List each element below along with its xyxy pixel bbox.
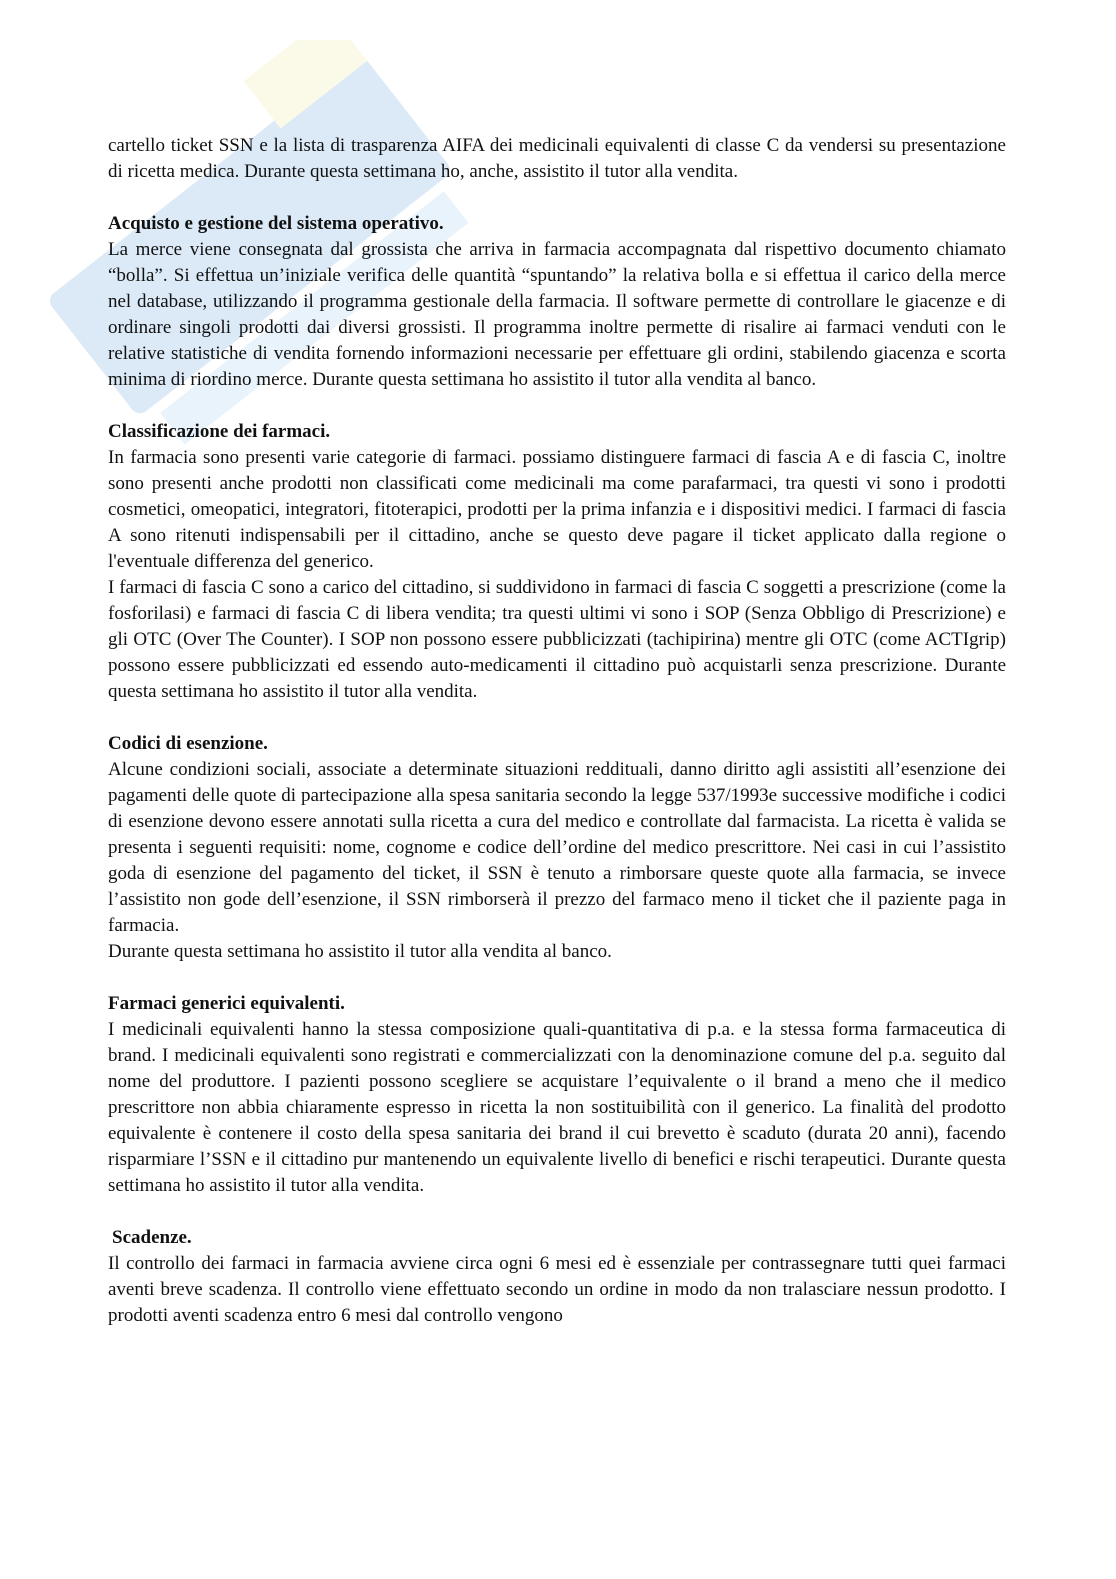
section-classificazione bbox=[108, 419, 1006, 705]
section-heading: Classificazione dei farmaci. bbox=[108, 421, 331, 442]
section-acquisto bbox=[108, 211, 1006, 393]
section-farmaci-generici bbox=[108, 991, 1006, 1199]
section-paragraph: I farmaci di fascia C sono a carico del cittadino, si suddividono in farmaci di fascia C soggetti a prescrizione (come la fosforilasi) e farmaci di fascia C di libera vendita; tra questi ultimi vi sono i SOP (Senza Obbligo di Prescrizione) e gli OTC (Over The Counter). I SOP non possono essere pubblicizzati (tachipirina) mentre gli OTC (come ACTIgrip) possono essere pubblicizzati ed essendo auto-medicamenti il cittadino può acquistarli senza prescrizione. Durante questa settimana ho assistito il tutor alla vendita. bbox=[108, 577, 1006, 702]
section-paragraph: In farmacia sono presenti varie categorie di farmaci. possiamo distinguere farmaci di fascia A e di fascia C, inoltre sono presenti anche prodotti non classificati come medicinali ma come parafarmaci, tra questi vi sono i prodotti cosmetici, omeopatici, integratori, fitoterapici, prodotti per la prima infanzia e i dispositivi medici. I farmaci di fascia A sono ritenuti indispensabili per il cittadino, anche se questo deve pagare il ticket applicato dalla regione o l'eventuale differenza del generico. bbox=[108, 447, 1006, 572]
section-codici-esenzione bbox=[108, 731, 1006, 965]
intro-section bbox=[108, 133, 1006, 185]
section-paragraph: Il controllo dei farmaci in farmacia avviene circa ogni 6 mesi ed è essenziale per contrassegnare tutti quei farmaci aventi breve scadenza. Il controllo viene effettuato secondo un ordine in modo da non tralasciare nessun prodotto. I prodotti aventi scadenza entro 6 mesi dal controllo vengono bbox=[108, 1253, 1006, 1326]
section-paragraph: Durante questa settimana ho assistito il tutor alla vendita al banco. bbox=[108, 941, 612, 962]
section-heading: Codici di esenzione. bbox=[108, 733, 268, 754]
section-paragraph: I medicinali equivalenti hanno la stessa composizione quali-quantitativa di p.a. e la stessa forma farmaceutica di brand. I medicinali equivalenti sono registrati e commercializzati con la denominazione comune del p.a. seguito dal nome del produttore. I pazienti possono scegliere se acquistare l’equivalente o il brand a meno che il medico prescrittore non abbia chiaramente espresso in ricetta la non sostituibilità con il generico. La finalità del prodotto equivalente è contenere il costo della spesa sanitaria dei brand il cui brevetto è scaduto (durata 20 anni), facendo risparmiare l’SSN e il cittadino pur mantenendo un equivalente livello di benefici e rischi terapeutici. Durante questa settimana ho assistito il tutor alla vendita. bbox=[108, 1019, 1006, 1196]
document-page bbox=[108, 133, 1006, 1355]
section-paragraph: Alcune condizioni sociali, associate a determinate situazioni reddituali, danno diritto agli assistiti all’esenzione dei pagamenti delle quote di partecipazione alla spesa sanitaria secondo la legge 537/1993e successive modifiche i codici di esenzione devono essere annotati sulla ricetta a cura del medico e controllate dal farmacista. La ricetta è valida se presenta i seguenti requisiti: nome, cognome e codice dell’ordine del medico prescrittore. Nei casi in cui l’assistito goda di esenzione del pagamento del ticket, il SSN è tenuto a rimborsare queste quote alla farmacia, se invece l’assistito non gode dell’esenzione, il SSN rimborserà il prezzo del farmaco meno il ticket che il paziente paga in farmacia. bbox=[108, 759, 1006, 936]
section-heading: Farmaci generici equivalenti. bbox=[108, 993, 345, 1014]
section-heading: Acquisto e gestione del sistema operativo. bbox=[108, 213, 444, 234]
section-paragraph: La merce viene consegnata dal grossista che arriva in farmacia accompagnata dal rispettivo documento chiamato “bolla”. Si effettua un’iniziale verifica delle quantità “spuntando” la relativa bolla e si effettua il carico della merce nel database, utilizzando il programma gestionale della farmacia. Il software permette di controllare le giacenze e di ordinare singoli prodotti dai diversi grossisti. Il programma inoltre permette di risalire ai farmaci venduti con le relative statistiche di vendita fornendo informazioni necessarie per effettuare gli ordini, stabilendo giacenza e scorta minima di riordino merce. Durante questa settimana ho assistito il tutor alla vendita al banco. bbox=[108, 239, 1006, 390]
section-scadenze bbox=[108, 1225, 1006, 1329]
section-heading: Scadenze. bbox=[112, 1227, 192, 1248]
intro-paragraph: cartello ticket SSN e la lista di trasparenza AIFA dei medicinali equivalenti di classe C da vendersi su presentazione di ricetta medica. Durante questa settimana ho, anche, assistito il tutor alla vendita. bbox=[108, 135, 1006, 182]
